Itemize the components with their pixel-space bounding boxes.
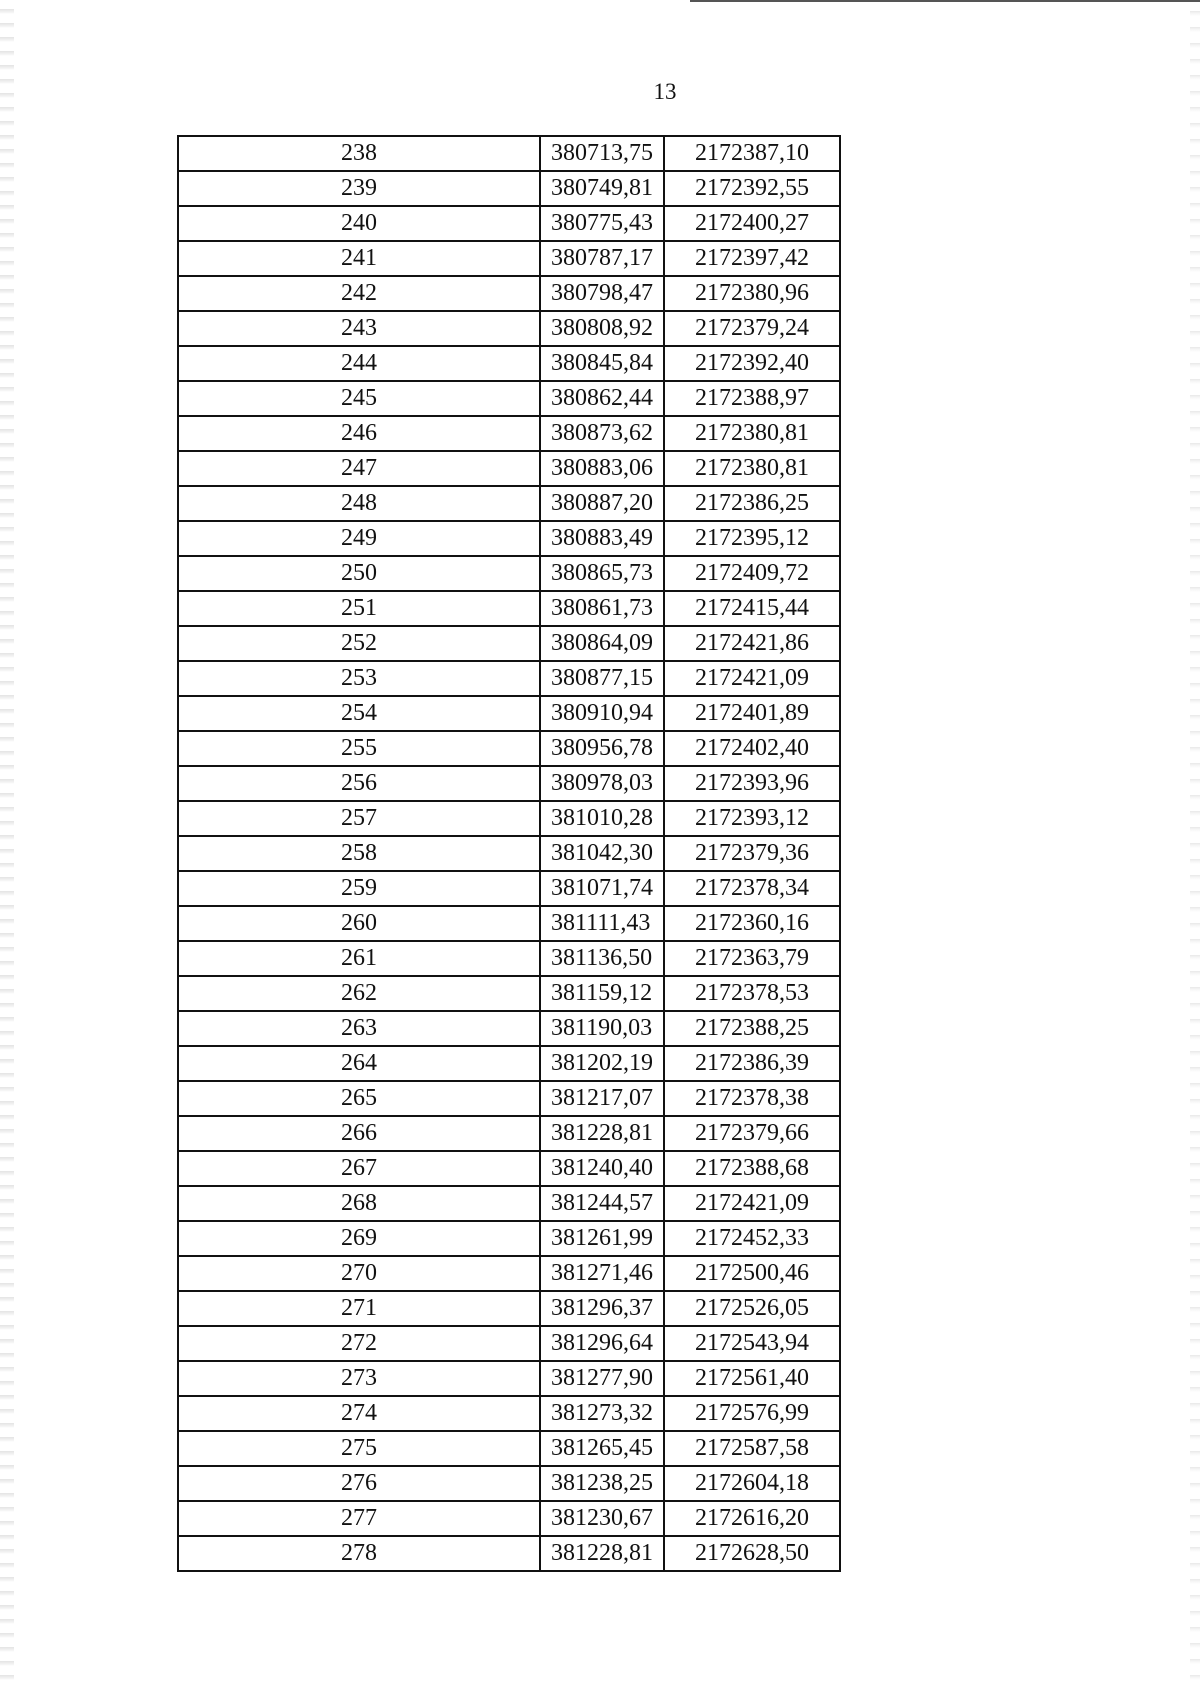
point-number-cell: 278 <box>178 1536 540 1571</box>
point-number-cell: 238 <box>178 136 540 171</box>
table-row <box>178 1361 840 1396</box>
table-row <box>178 766 840 801</box>
x-coordinate-cell: 380713,75 <box>540 136 664 171</box>
point-number-cell: 251 <box>178 591 540 626</box>
x-coordinate-cell: 381111,43 <box>540 906 664 941</box>
y-coordinate-cell: 2172576,99 <box>664 1396 840 1431</box>
y-coordinate-cell: 2172395,12 <box>664 521 840 556</box>
y-coordinate-cell: 2172393,12 <box>664 801 840 836</box>
x-coordinate-cell: 381238,25 <box>540 1466 664 1501</box>
table-row <box>178 171 840 206</box>
x-coordinate-cell: 380798,47 <box>540 276 664 311</box>
point-number-cell: 267 <box>178 1151 540 1186</box>
y-coordinate-cell: 2172363,79 <box>664 941 840 976</box>
x-coordinate-cell: 380956,78 <box>540 731 664 766</box>
table-row <box>178 1466 840 1501</box>
table-row <box>178 591 840 626</box>
y-coordinate-cell: 2172378,53 <box>664 976 840 1011</box>
y-coordinate-cell: 2172386,25 <box>664 486 840 521</box>
y-coordinate-cell: 2172386,39 <box>664 1046 840 1081</box>
point-number-cell: 239 <box>178 171 540 206</box>
point-number-cell: 261 <box>178 941 540 976</box>
y-coordinate-cell: 2172387,10 <box>664 136 840 171</box>
point-number-cell: 274 <box>178 1396 540 1431</box>
y-coordinate-cell: 2172500,46 <box>664 1256 840 1291</box>
table-row <box>178 206 840 241</box>
point-number-cell: 259 <box>178 871 540 906</box>
y-coordinate-cell: 2172378,34 <box>664 871 840 906</box>
x-coordinate-cell: 380808,92 <box>540 311 664 346</box>
scan-edge-right <box>1190 0 1200 1686</box>
x-coordinate-cell: 381159,12 <box>540 976 664 1011</box>
table-row <box>178 1151 840 1186</box>
y-coordinate-cell: 2172388,68 <box>664 1151 840 1186</box>
table-row <box>178 1501 840 1536</box>
table-row <box>178 451 840 486</box>
table-row <box>178 941 840 976</box>
x-coordinate-cell: 380862,44 <box>540 381 664 416</box>
coordinates-table-body <box>178 136 840 1571</box>
point-number-cell: 263 <box>178 1011 540 1046</box>
y-coordinate-cell: 2172380,96 <box>664 276 840 311</box>
x-coordinate-cell: 381217,07 <box>540 1081 664 1116</box>
x-coordinate-cell: 380787,17 <box>540 241 664 276</box>
point-number-cell: 250 <box>178 556 540 591</box>
x-coordinate-cell: 381136,50 <box>540 941 664 976</box>
point-number-cell: 242 <box>178 276 540 311</box>
table-row <box>178 486 840 521</box>
y-coordinate-cell: 2172360,16 <box>664 906 840 941</box>
y-coordinate-cell: 2172421,09 <box>664 661 840 696</box>
point-number-cell: 270 <box>178 1256 540 1291</box>
table-row <box>178 731 840 766</box>
point-number-cell: 258 <box>178 836 540 871</box>
x-coordinate-cell: 381265,45 <box>540 1431 664 1466</box>
x-coordinate-cell: 380861,73 <box>540 591 664 626</box>
table-row <box>178 661 840 696</box>
y-coordinate-cell: 2172393,96 <box>664 766 840 801</box>
point-number-cell: 253 <box>178 661 540 696</box>
x-coordinate-cell: 380883,49 <box>540 521 664 556</box>
table-row <box>178 136 840 171</box>
point-number-cell: 254 <box>178 696 540 731</box>
x-coordinate-cell: 381296,64 <box>540 1326 664 1361</box>
x-coordinate-cell: 380887,20 <box>540 486 664 521</box>
y-coordinate-cell: 2172402,40 <box>664 731 840 766</box>
table-row <box>178 416 840 451</box>
point-number-cell: 262 <box>178 976 540 1011</box>
table-row <box>178 696 840 731</box>
x-coordinate-cell: 380845,84 <box>540 346 664 381</box>
x-coordinate-cell: 381261,99 <box>540 1221 664 1256</box>
y-coordinate-cell: 2172380,81 <box>664 416 840 451</box>
point-number-cell: 272 <box>178 1326 540 1361</box>
y-coordinate-cell: 2172452,33 <box>664 1221 840 1256</box>
point-number-cell: 264 <box>178 1046 540 1081</box>
x-coordinate-cell: 380877,15 <box>540 661 664 696</box>
page-number: 13 <box>653 79 677 104</box>
x-coordinate-cell: 380775,43 <box>540 206 664 241</box>
point-number-cell: 276 <box>178 1466 540 1501</box>
y-coordinate-cell: 2172526,05 <box>664 1291 840 1326</box>
table-row <box>178 1396 840 1431</box>
point-number-cell: 247 <box>178 451 540 486</box>
point-number-cell: 271 <box>178 1291 540 1326</box>
point-number-cell: 265 <box>178 1081 540 1116</box>
point-number-cell: 268 <box>178 1186 540 1221</box>
point-number-cell: 269 <box>178 1221 540 1256</box>
x-coordinate-cell: 380978,03 <box>540 766 664 801</box>
y-coordinate-cell: 2172604,18 <box>664 1466 840 1501</box>
x-coordinate-cell: 381230,67 <box>540 1501 664 1536</box>
point-number-cell: 275 <box>178 1431 540 1466</box>
table-row <box>178 556 840 591</box>
y-coordinate-cell: 2172587,58 <box>664 1431 840 1466</box>
table-row <box>178 1221 840 1256</box>
y-coordinate-cell: 2172400,27 <box>664 206 840 241</box>
table-row <box>178 1431 840 1466</box>
table-row <box>178 801 840 836</box>
table-row <box>178 1116 840 1151</box>
y-coordinate-cell: 2172379,66 <box>664 1116 840 1151</box>
x-coordinate-cell: 381240,40 <box>540 1151 664 1186</box>
point-number-cell: 266 <box>178 1116 540 1151</box>
point-number-cell: 277 <box>178 1501 540 1536</box>
table-row <box>178 1326 840 1361</box>
table-row <box>178 521 840 556</box>
table-row <box>178 1081 840 1116</box>
y-coordinate-cell: 2172415,44 <box>664 591 840 626</box>
y-coordinate-cell: 2172628,50 <box>664 1536 840 1571</box>
point-number-cell: 241 <box>178 241 540 276</box>
y-coordinate-cell: 2172397,42 <box>664 241 840 276</box>
x-coordinate-cell: 380865,73 <box>540 556 664 591</box>
point-number-cell: 244 <box>178 346 540 381</box>
x-coordinate-cell: 380873,62 <box>540 416 664 451</box>
point-number-cell: 255 <box>178 731 540 766</box>
y-coordinate-cell: 2172380,81 <box>664 451 840 486</box>
point-number-cell: 248 <box>178 486 540 521</box>
x-coordinate-cell: 381228,81 <box>540 1116 664 1151</box>
y-coordinate-cell: 2172421,09 <box>664 1186 840 1221</box>
y-coordinate-cell: 2172392,55 <box>664 171 840 206</box>
table-row <box>178 276 840 311</box>
scan-edge-left <box>0 0 14 1686</box>
y-coordinate-cell: 2172616,20 <box>664 1501 840 1536</box>
table-row <box>178 1536 840 1571</box>
table-row <box>178 1291 840 1326</box>
x-coordinate-cell: 381010,28 <box>540 801 664 836</box>
x-coordinate-cell: 381042,30 <box>540 836 664 871</box>
point-number-cell: 246 <box>178 416 540 451</box>
x-coordinate-cell: 381202,19 <box>540 1046 664 1081</box>
y-coordinate-cell: 2172379,36 <box>664 836 840 871</box>
x-coordinate-cell: 380749,81 <box>540 171 664 206</box>
table-row <box>178 1046 840 1081</box>
table-row <box>178 906 840 941</box>
x-coordinate-cell: 381244,57 <box>540 1186 664 1221</box>
x-coordinate-cell: 380910,94 <box>540 696 664 731</box>
table-row <box>178 1256 840 1291</box>
y-coordinate-cell: 2172421,86 <box>664 626 840 661</box>
y-coordinate-cell: 2172379,24 <box>664 311 840 346</box>
coordinates-table <box>177 135 841 1572</box>
point-number-cell: 240 <box>178 206 540 241</box>
y-coordinate-cell: 2172392,40 <box>664 346 840 381</box>
x-coordinate-cell: 381071,74 <box>540 871 664 906</box>
x-coordinate-cell: 381277,90 <box>540 1361 664 1396</box>
scan-top-line <box>690 0 1200 2</box>
point-number-cell: 273 <box>178 1361 540 1396</box>
point-number-cell: 252 <box>178 626 540 661</box>
point-number-cell: 245 <box>178 381 540 416</box>
table-row <box>178 381 840 416</box>
y-coordinate-cell: 2172561,40 <box>664 1361 840 1396</box>
x-coordinate-cell: 380864,09 <box>540 626 664 661</box>
table-row <box>178 1186 840 1221</box>
x-coordinate-cell: 381271,46 <box>540 1256 664 1291</box>
x-coordinate-cell: 380883,06 <box>540 451 664 486</box>
point-number-cell: 249 <box>178 521 540 556</box>
table-row <box>178 241 840 276</box>
table-row <box>178 871 840 906</box>
table-row <box>178 346 840 381</box>
point-number-cell: 256 <box>178 766 540 801</box>
table-row <box>178 976 840 1011</box>
point-number-cell: 243 <box>178 311 540 346</box>
x-coordinate-cell: 381273,32 <box>540 1396 664 1431</box>
y-coordinate-cell: 2172409,72 <box>664 556 840 591</box>
table-row <box>178 1011 840 1046</box>
y-coordinate-cell: 2172388,25 <box>664 1011 840 1046</box>
x-coordinate-cell: 381190,03 <box>540 1011 664 1046</box>
y-coordinate-cell: 2172401,89 <box>664 696 840 731</box>
table-row <box>178 311 840 346</box>
point-number-cell: 260 <box>178 906 540 941</box>
table-row <box>178 626 840 661</box>
y-coordinate-cell: 2172378,38 <box>664 1081 840 1116</box>
x-coordinate-cell: 381296,37 <box>540 1291 664 1326</box>
y-coordinate-cell: 2172388,97 <box>664 381 840 416</box>
table-row <box>178 836 840 871</box>
y-coordinate-cell: 2172543,94 <box>664 1326 840 1361</box>
point-number-cell: 257 <box>178 801 540 836</box>
x-coordinate-cell: 381228,81 <box>540 1536 664 1571</box>
